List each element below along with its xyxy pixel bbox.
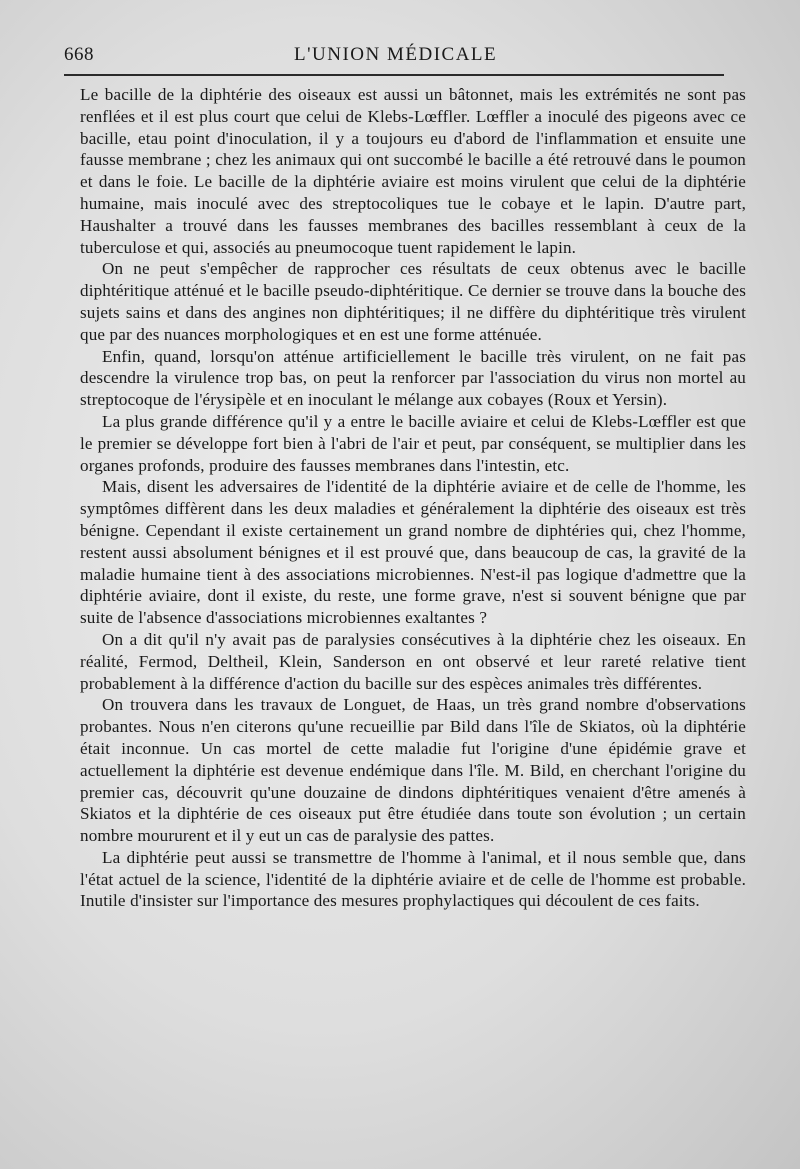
page-header (64, 44, 724, 74)
paragraph: Le bacille de la diphtérie des oiseaux est aussi un bâtonnet, mais les extrémités ne sont pas renflées et il est plus court que celui de Klebs-Lœffler. Lœffler a inoculé des pigeons avec ce bacille, etau point d'inoculation, il y a toujours eu d'abord de l'inflammation et ensuite une fausse membrane ; chez les animaux qui ont succombé le bacille a été retrouvé dans le poumon et dans le foie. Le bacille de la diphtérie aviaire est moins virulent que celui de la diphtérie humaine, mais inoculé avec des streptocoliques tue le cobaye et le lapin. D'autre part, Haushalter a trouvé dans les fausses membranes des bacilles ressemblant à ceux de la tuberculose et qui, associés au pneumocoque tuent rapidement le lapin. (80, 85, 746, 257)
paragraph: La plus grande différence qu'il y a entre le bacille aviaire et celui de Klebs-Lœffler est que le premier se développe fort bien à l'abri de l'air et peut, par conséquent, se multiplier dans les organes profonds, produire des fausses membranes dans l'intestin, etc. (80, 411, 746, 475)
paragraph: On ne peut s'empêcher de rapprocher ces résultats de ceux obtenus avec le bacille diphtéritique atténué et le bacille pseudo-diphtéritique. Ce dernier se trouve dans la bouche des sujets sains et dans des angines non diphtéritiques; il ne diffère du diphtéritique très virulent que par des nuances morphologiques et en est une forme atténuée. (80, 259, 746, 344)
paragraph: Mais, disent les adversaires de l'identité de la diphtérie aviaire et de celle de l'homme, les symptômes diffèrent dans les deux maladies et généralement la diphtérie des oiseaux est très bénigne. Cependant il existe certainement un grand nombre de diphtéries qui, chez l'homme, restent aussi absolument bénignes et il est prouvé que, dans beaucoup de cas, la gravité de la maladie humaine tient à des associations microbiennes. N'est-il pas logique d'admettre que la diphtérie aviaire, dont il existe, du reste, une forme grave, n'est si souvent bénigne que par suite de l'absence d'associations microbiennes exaltantes ? (80, 477, 746, 628)
paragraph: La diphtérie peut aussi se transmettre de l'homme à l'animal, et il nous semble que, dans l'état actuel de la science, l'identité de la diphtérie aviaire et de celle de l'homme est probable. Inutile d'insister sur l'importance des mesures prophylactiques qui découlent de ces faits. (80, 847, 746, 911)
paragraph: On a dit qu'il n'y avait pas de paralysies consécutives à la diphtérie chez les oiseaux. En réalité, Fermod, Deltheil, Klein, Sanderson en ont observé et leur rareté relative tient probablement à la différence d'action du bacille sur des espèces animales très différentes. (80, 629, 746, 693)
paragraph: On trouvera dans les travaux de Longuet, de Haas, un très grand nombre d'observations probantes. Nous n'en citerons qu'une recueillie par Bild dans l'île de Skiatos, où la diphtérie était inconnue. Un cas mortel de cette maladie fut l'origine d'une épidémie grave et actuellement la diphtérie est devenue endémique dans l'île. M. Bild, en cherchant l'origine du premier cas, découvrit qu'une douzaine de dindons diphtéritiques venaient d'être amenés à Skiatos et la diphtérie de ces oiseaux put être étudiée dans toute son évolution ; un certain nombre moururent et il y eut un cas de paralysie des pattes. (80, 695, 746, 846)
header-rule (64, 74, 724, 76)
running-title: L'UNION MÉDICALE (294, 44, 498, 65)
page-number: 668 (64, 44, 94, 65)
article-body (80, 84, 746, 912)
paragraph: Enfin, quand, lorsqu'on atténue artificiellement le bacille très virulent, on ne fait pas descendre la virulence trop bas, on peut la renforcer par l'association du virus non mortel au streptocoque de l'érysipèle et en inoculant le mélange aux cobayes (Roux et Yersin). (80, 346, 746, 410)
